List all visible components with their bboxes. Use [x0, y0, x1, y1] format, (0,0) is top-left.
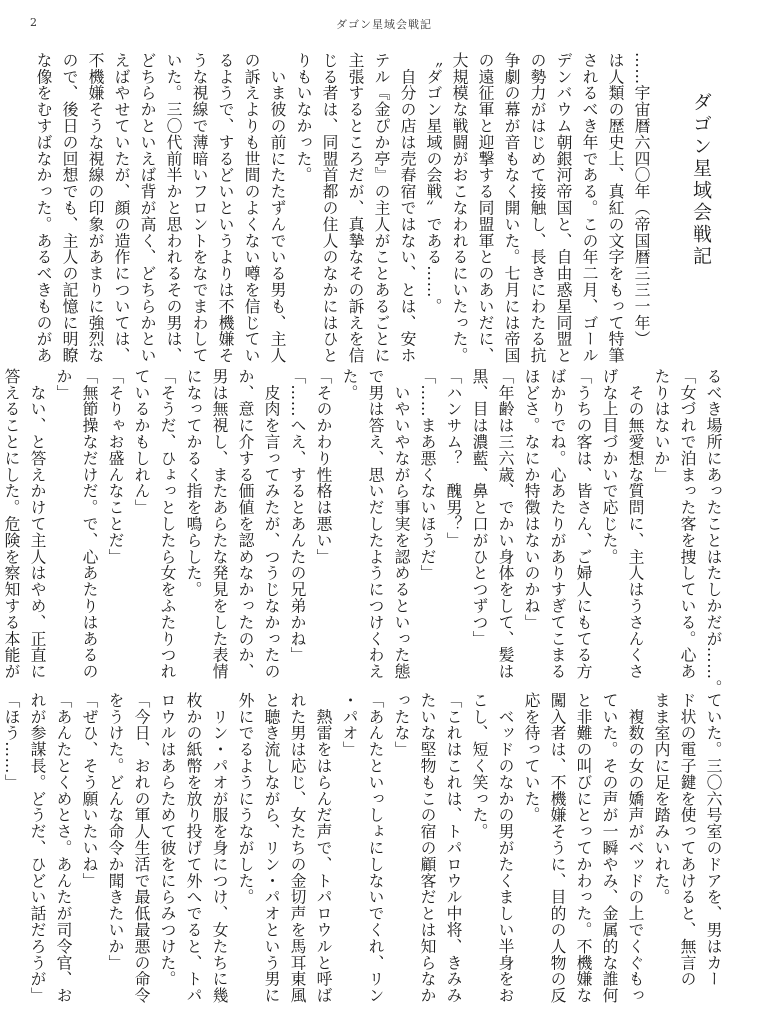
text-line: じる者は、同盟首都の住人のなかにはひと: [320, 52, 339, 364]
text-line: 応を待っていた。: [522, 692, 541, 824]
text-line: 「うちの客は、皆さん、ご婦人にもてる方: [574, 368, 593, 680]
text-line: 「……へえ、するとあんたの兄弟かね」: [288, 368, 307, 664]
text-line: 「あんたとくめとさ。あんたが司令官、お: [54, 692, 73, 1004]
text-line: こし、短く笑った。: [470, 692, 489, 840]
text-line: ベッドのなかの男がたくましい半身をお: [496, 692, 515, 1004]
text-line: 闖入者は、不機嫌そうに、目的の人物の反: [548, 692, 567, 1004]
text-line: るべき場所にあったことはたしかだが……。: [704, 368, 723, 696]
text-line: るようで、するどいというよりは不機嫌そ: [216, 52, 235, 364]
text-line: で男は答え、思いだしたようにつけくわえ: [366, 368, 385, 680]
text-line: と非難の叫びにとってかわった。不機嫌な: [574, 692, 593, 1004]
text-line: の遠征軍と迎撃する同盟軍とのあいだに、: [476, 52, 495, 364]
page-number: 2: [30, 16, 37, 29]
text-line: テル『金ぴか亭』の主人がことあるごとに: [372, 52, 391, 364]
text-line: いた。三〇代前半かと思われるその男は、: [164, 52, 183, 364]
text-line: まま室内に足を踏みいれた。: [652, 692, 671, 906]
text-line: ていた。三〇六号室のドアを、男はカー: [704, 692, 723, 988]
text-line: 争劇の幕が音もなく開いた。七月には帝国: [502, 52, 521, 364]
text-line: の勢力がはじめて接触し、長きにわたる抗: [528, 52, 547, 364]
text-line: どちらかといえば背が高く、どちらかとい: [138, 52, 157, 364]
text-line: ない、と答えかけて主人はやめ、正直に: [28, 368, 47, 680]
text-line: ていた。その声が一瞬やみ、金属的な誰何: [600, 692, 619, 1004]
text-line: 熱雷をはらんだ声で、トパロウルと呼ば: [314, 692, 333, 1004]
text-line: うな視線で薄暗いフロントをなでまわして: [190, 52, 209, 364]
text-line: 自分の店は売春宿ではない、とは、安ホ: [398, 52, 417, 364]
running-title: ダゴン星域会戦記: [336, 18, 432, 31]
text-line: 「ほう……」: [2, 692, 21, 791]
text-line: 「無節操なだけだ。で、心あたりはあるの: [80, 368, 99, 680]
text-line: 「そのかわり性格は悪い」: [314, 368, 333, 565]
text-line: その無愛想な質問に、主人はうさんくさ: [626, 368, 645, 680]
text-line: デンバウム朝銀河帝国と、自由惑星同盟と: [554, 52, 573, 364]
text-line: 「これはこれは、トパロウル中将、きみみ: [444, 692, 463, 1004]
text-line: ほどさ。なにか特徴はないのかね」: [522, 368, 541, 631]
tier-top-body: [30, 52, 654, 364]
text-line: か」: [54, 368, 73, 401]
tier-middle-body: [0, 368, 726, 696]
text-line: 不機嫌そうな視線の印象があまりに強烈な: [86, 52, 105, 364]
text-line: えばやせていたが、顔の造作については、: [112, 52, 131, 364]
text-line: ばかりでね。心あたりがありすぎてこまる: [548, 368, 567, 680]
text-line: た。: [340, 368, 359, 401]
text-line: 外にでるようにうながした。: [236, 692, 255, 906]
text-line: 「……まあ悪くないほうだ」: [418, 368, 437, 582]
text-line: 枚かの紙幣を放り投げて外へでると、トパ: [184, 692, 203, 1004]
text-line: な像をむすばなかった。あるべきものがあ: [34, 52, 53, 364]
text-line: れた男は応じ、女たちの金切声を馬耳東風: [288, 692, 307, 1004]
text-line: リン・パオが服を身につけ、女たちに幾: [210, 692, 229, 1004]
text-line: 「今日、おれの軍人生活で最低最悪の命令: [132, 692, 151, 1004]
text-line: 大規模な戦闘がおこなわれるにいたった。: [450, 52, 469, 364]
text-line: いま彼の前にたたずんでいる男も、主人: [268, 52, 287, 364]
text-line: 答えることにした。危険を察知する本能が: [2, 368, 21, 680]
text-line: 〝ダゴン星域の会戦〟である……。: [424, 52, 443, 315]
text-tier-middle: [2, 368, 726, 696]
text-line: たりはないか」: [652, 368, 671, 483]
chapter-title: ダゴン星域会戦記: [690, 92, 712, 268]
text-tier-bottom: [2, 692, 726, 1008]
text-line: は人類の歴史上、真紅の文字をもって特筆: [606, 52, 625, 364]
text-line: ので、後日の回想でも、主人の記憶に明瞭: [60, 52, 79, 364]
text-line: 皮肉を言ってみたが、つうじなかったの: [262, 368, 281, 680]
text-line: と聴き流しながら、リン・パオという男に: [262, 692, 281, 1004]
text-tier-top: [34, 52, 726, 364]
text-line: 「女づれで泊まった客を捜している。心あ: [678, 368, 697, 680]
tier-bottom-body: [0, 692, 726, 1008]
text-line: ・パオ」: [340, 692, 359, 758]
text-line: たいな堅物もこの宿の顧客だとは知らなか: [418, 692, 437, 1004]
text-line: ロウルはあらためて彼をにらみつけた。: [158, 692, 177, 988]
text-line: げな上目づかいで応じた。: [600, 368, 619, 565]
text-line: 「あんたといっしょにしないでくれ、リン: [366, 692, 385, 1004]
text-line: 男は無視し、またあらたな発見をした表情: [210, 368, 229, 680]
text-line: 「年齢は三六歳、でかい身体をして、髪は: [496, 368, 515, 680]
text-line: 「ハンサム？ 醜男？」: [444, 368, 463, 549]
text-line: 「そうだ、ひょっとしたら女をふたりつれ: [158, 368, 177, 680]
text-line: 「ぜひ、そう願いたいね」: [80, 692, 99, 889]
text-line: ド状の電子鍵を使ってあけると、無言の: [678, 692, 697, 988]
text-line: ……宇宙暦六四〇年（帝国暦三三一年）: [632, 52, 651, 348]
text-line: か、意に介する価値を認めなかったのか、: [236, 368, 255, 680]
text-line: りもいなかった。: [294, 52, 313, 184]
text-line: 主張するところだが、真摯なその訴えを信: [346, 52, 365, 364]
text-line: されるべき年である。この年二月、ゴール: [580, 52, 599, 364]
text-line: になってかるく指を鳴らした。: [184, 368, 203, 598]
text-line: をうけた。どんな命令か聞きたいか」: [106, 692, 125, 971]
text-line: 「そりゃお盛んなことだ」: [106, 368, 125, 565]
text-line: 複数の女の嬌声がベッドの上でくぐもっ: [626, 692, 645, 1004]
text-line: 黒、目は濃藍、鼻と口がひとつずつ」: [470, 368, 489, 647]
text-line: ったな」: [392, 692, 411, 758]
text-line: いやいやながら事実を認めるといった態: [392, 368, 411, 680]
text-line: れが参謀長。どうだ、ひどい話だろうが」: [28, 692, 47, 1004]
text-line: ているかもしれん」: [132, 368, 151, 516]
text-line: の訴えよりも世間のよくない噂を信じてい: [242, 52, 261, 364]
